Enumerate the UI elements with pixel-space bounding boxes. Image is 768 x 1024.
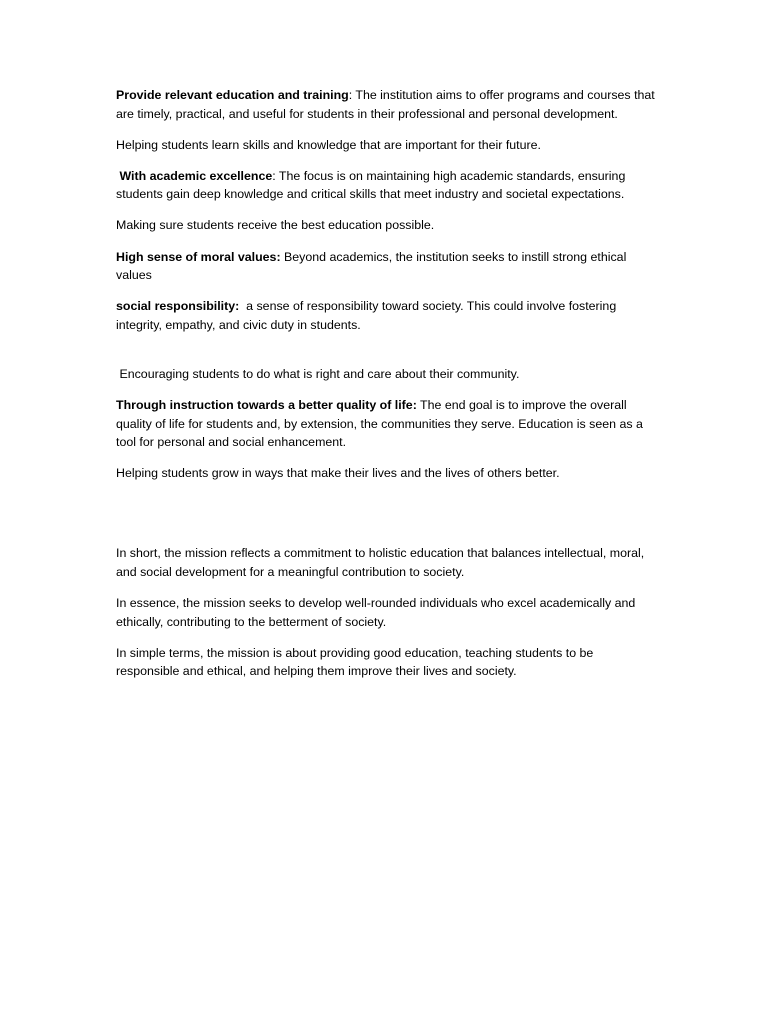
heading-social-responsibility: social responsibility:: [116, 299, 240, 314]
paragraph-moral-values: [116, 248, 656, 285]
text-in-essence: In essence, the mission seeks to develop well-rounded individuals who excel academically and ethically, contributing to the betterment of society.: [116, 596, 636, 629]
text-relevant-education: : The institution aims to offer programs and courses that are timely, practical, and useful for students in their professional and personal development.: [116, 88, 655, 121]
paragraph-best-education: [116, 216, 656, 235]
paragraph-in-essence: [116, 594, 656, 631]
text-moral-values: Beyond academics, the institution seeks to instill strong ethical values: [116, 249, 627, 283]
text-social-responsibility: a sense of responsibility toward society. This could involve fostering integrity, empathy, and civic duty in students.: [116, 299, 620, 332]
paragraph-social-responsibility: [116, 297, 656, 334]
text-simple-terms: In simple terms, the mission is about providing good education, teaching students to be responsible and ethical, and helping them improve their lives and society.: [116, 645, 594, 679]
paragraph-encouraging: [116, 365, 656, 384]
blank-lines: [116, 495, 656, 544]
blank-line: [116, 347, 656, 365]
paragraph-in-short: [116, 544, 656, 581]
text-quality-of-life: The end goal is to improve the overall quality of life for students and, by extension, the communities they serve. Education is seen as a tool for personal and social enhancement.: [116, 398, 643, 450]
text-academic-excellence: : The focus is on maintaining high academic standards, ensuring students gain deep knowledge and critical skills that meet industry and societal expectations.: [116, 168, 626, 202]
text-in-short: In short, the mission reflects a commitment to holistic education that balances intellectual, moral, and social development for a meaningful contribution to society.: [116, 546, 645, 579]
heading-moral-values: High sense of moral values:: [116, 249, 281, 264]
paragraph-simple-terms: [116, 644, 656, 681]
paragraph-quality-of-life: [116, 396, 656, 452]
heading-academic-excellence: With academic excellence: [116, 168, 273, 183]
heading-relevant-education: Provide relevant education and training: [116, 88, 349, 102]
text-encouraging: Encouraging students to do what is right and care about their community.: [116, 366, 520, 381]
text-helping-skills: Helping students learn skills and knowledge that are important for their future.: [116, 137, 541, 152]
paragraph-grow: [116, 464, 656, 483]
text-grow: Helping students grow in ways that make their lives and the lives of others better.: [116, 466, 560, 481]
text-best-education: Making sure students receive the best education possible.: [116, 218, 435, 233]
paragraph-helping-skills: [116, 136, 656, 155]
paragraph-relevant-education: [116, 86, 656, 123]
document-body: [116, 86, 656, 693]
heading-quality-of-life: Through instruction towards a better quality of life:: [116, 398, 417, 413]
paragraph-academic-excellence: [116, 167, 656, 204]
